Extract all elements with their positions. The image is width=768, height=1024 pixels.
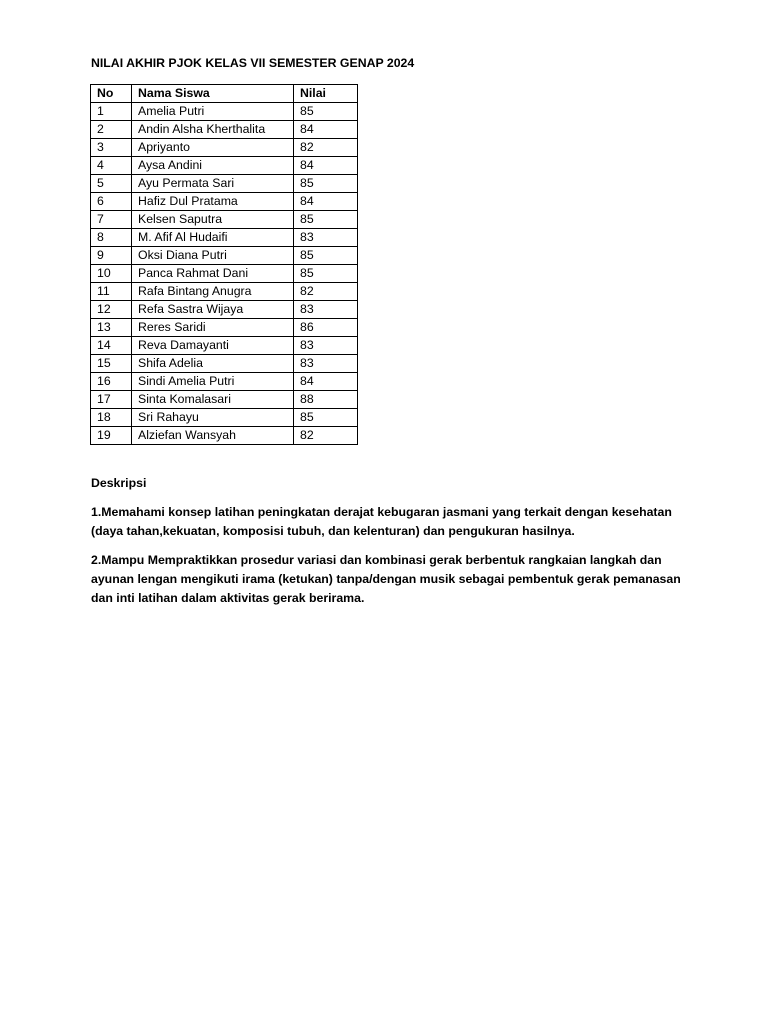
table-row xyxy=(91,409,358,427)
cell-nilai: 83 xyxy=(294,229,358,247)
table-row xyxy=(91,391,358,409)
table-row xyxy=(91,337,358,355)
cell-nilai: 82 xyxy=(294,427,358,445)
cell-no: 1 xyxy=(91,103,132,121)
description-paragraph-1: 1.Memahami konsep latihan peningkatan derajat kebugaran jasmani yang terkait dengan kesehatan (daya tahan,kekuatan, komposisi tubuh, dan kelenturan) dan pengukuran hasilnya. xyxy=(91,505,672,538)
cell-nama-siswa: Kelsen Saputra xyxy=(132,211,294,229)
cell-nama-siswa: Shifa Adelia xyxy=(132,355,294,373)
cell-no: 7 xyxy=(91,211,132,229)
table-row xyxy=(91,247,358,265)
table-row xyxy=(91,265,358,283)
cell-no: 15 xyxy=(91,355,132,373)
cell-nilai: 85 xyxy=(294,211,358,229)
header-no: No xyxy=(91,85,132,103)
cell-nama-siswa: Rafa Bintang Anugra xyxy=(132,283,294,301)
cell-nilai: 83 xyxy=(294,337,358,355)
cell-nilai: 82 xyxy=(294,283,358,301)
table-row xyxy=(91,301,358,319)
cell-nama-siswa: Sindi Amelia Putri xyxy=(132,373,294,391)
cell-nama-siswa: Refa Sastra Wijaya xyxy=(132,301,294,319)
header-nama-siswa: Nama Siswa xyxy=(132,85,294,103)
cell-nama-siswa: Hafiz Dul Pratama xyxy=(132,193,294,211)
cell-nilai: 85 xyxy=(294,175,358,193)
cell-nilai: 84 xyxy=(294,121,358,139)
table-header-row xyxy=(91,85,358,103)
cell-nama-siswa: Alziefan Wansyah xyxy=(132,427,294,445)
cell-nilai: 83 xyxy=(294,355,358,373)
cell-nama-siswa: Apriyanto xyxy=(132,139,294,157)
table-row xyxy=(91,157,358,175)
table-row xyxy=(91,139,358,157)
table-row xyxy=(91,373,358,391)
table-row xyxy=(91,193,358,211)
cell-no: 6 xyxy=(91,193,132,211)
cell-nilai: 85 xyxy=(294,103,358,121)
table-row xyxy=(91,427,358,445)
table-row xyxy=(91,175,358,193)
grades-table xyxy=(90,84,358,445)
cell-nama-siswa: Aysa Andini xyxy=(132,157,294,175)
cell-no: 13 xyxy=(91,319,132,337)
header-nilai: Nilai xyxy=(294,85,358,103)
cell-nilai: 85 xyxy=(294,409,358,427)
cell-nama-siswa: Sinta Komalasari xyxy=(132,391,294,409)
document-title: NILAI AKHIR PJOK KELAS VII SEMESTER GENAP 2024 xyxy=(91,56,415,70)
table-row xyxy=(91,319,358,337)
cell-no: 17 xyxy=(91,391,132,409)
cell-no: 18 xyxy=(91,409,132,427)
table-row xyxy=(91,211,358,229)
cell-nilai: 86 xyxy=(294,319,358,337)
cell-nama-siswa: Reva Damayanti xyxy=(132,337,294,355)
cell-nama-siswa: Oksi Diana Putri xyxy=(132,247,294,265)
table-row xyxy=(91,355,358,373)
cell-nama-siswa: Ayu Permata Sari xyxy=(132,175,294,193)
table-row xyxy=(91,283,358,301)
table-row xyxy=(91,121,358,139)
cell-no: 9 xyxy=(91,247,132,265)
cell-nilai: 84 xyxy=(294,373,358,391)
description-heading: Deskripsi xyxy=(91,476,147,490)
cell-nilai: 84 xyxy=(294,157,358,175)
cell-nama-siswa: Amelia Putri xyxy=(132,103,294,121)
cell-no: 2 xyxy=(91,121,132,139)
cell-no: 14 xyxy=(91,337,132,355)
cell-nama-siswa: Panca Rahmat Dani xyxy=(132,265,294,283)
cell-no: 11 xyxy=(91,283,132,301)
table-row xyxy=(91,229,358,247)
cell-nilai: 84 xyxy=(294,193,358,211)
table-row xyxy=(91,103,358,121)
cell-no: 3 xyxy=(91,139,132,157)
table-body xyxy=(91,103,358,445)
cell-nilai: 85 xyxy=(294,247,358,265)
cell-no: 8 xyxy=(91,229,132,247)
cell-no: 19 xyxy=(91,427,132,445)
cell-nama-siswa: Reres Saridi xyxy=(132,319,294,337)
cell-nama-siswa: Andin Alsha Kherthalita xyxy=(132,121,294,139)
cell-no: 5 xyxy=(91,175,132,193)
cell-nilai: 88 xyxy=(294,391,358,409)
cell-no: 16 xyxy=(91,373,132,391)
cell-nama-siswa: M. Afif Al Hudaifi xyxy=(132,229,294,247)
cell-no: 4 xyxy=(91,157,132,175)
description-paragraph-2: 2.Mampu Mempraktikkan prosedur variasi dan kombinasi gerak berbentuk rangkaian langkah dan ayunan lengan mengikuti irama (ketukan) tanpa/dengan musik sebagai pembentuk gerak pemanasan dan inti latihan dalam aktivitas gerak berirama. xyxy=(91,553,681,605)
cell-nama-siswa: Sri Rahayu xyxy=(132,409,294,427)
cell-no: 10 xyxy=(91,265,132,283)
cell-nilai: 85 xyxy=(294,265,358,283)
cell-no: 12 xyxy=(91,301,132,319)
cell-nilai: 82 xyxy=(294,139,358,157)
cell-nilai: 83 xyxy=(294,301,358,319)
